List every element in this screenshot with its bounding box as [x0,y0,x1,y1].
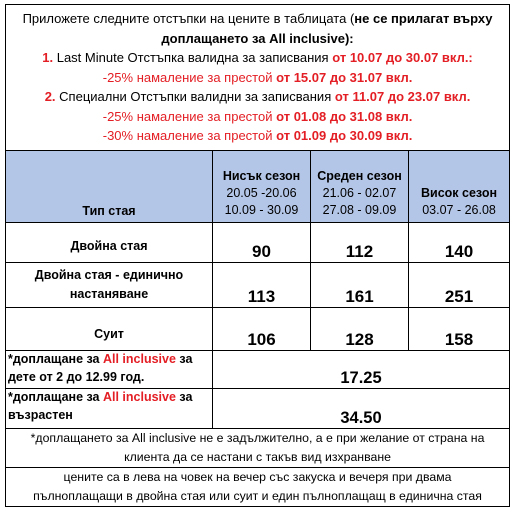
header-row [6,151,510,223]
price-cell: 113 [213,263,311,308]
intro-line-1: Приложете следните отстъпки на цените в таблицата (не се прилагат върху [22,10,493,26]
room-type-label: Двойна стая - единично настаняване [6,263,213,308]
intro-line-2: доплащането за All inclusive): [161,30,354,46]
supplement-row [6,389,510,429]
room-type-header: Тип стая [6,151,213,223]
note-row [6,429,510,468]
discount-item-1: 1. Last Minute Отстъпка валидна за записвания от 10.07 до 30.07 вкл.: [42,50,473,66]
supplement-label-child: *доплащане за All inclusive за дете от 2 до 12.99 год. [6,351,213,389]
table-row [6,263,510,308]
discount-item-2-detail-2: -30% намаление за престой от 01.09 до 30.09 вкл. [102,128,413,144]
price-cell: 161 [311,263,409,308]
intro-row [6,5,510,151]
season-header-low: Нисък сезон 20.05 -20.06 10.09 - 30.09 [213,151,311,223]
discounts-intro [6,5,510,151]
pricing-note: цените са в лева на човек на вечер със закуска и вечеря при двама пълноплащащи в двойна стая или суит и един пълноплащащ в единична стая [6,468,510,507]
price-cell: 158 [409,308,510,351]
room-type-label: Суит [6,308,213,351]
discount-item-1-detail: -25% намаление за престой от 15.07 до 31.07 вкл. [102,69,413,85]
note-row [6,468,510,507]
discount-item-2-detail-1: -25% намаление за престой от 01.08 до 31.08 вкл. [102,108,413,124]
table-row [6,223,510,263]
price-cell: 128 [311,308,409,351]
price-table [5,4,510,507]
table-row [6,308,510,351]
supplement-price-adult: 34.50 [213,389,510,429]
all-inclusive-note: *доплащането за All inclusive не е задължително, а е при желание от страна на клиента да се настани с такъв вид изхранване [6,429,510,468]
season-header-high: Висок сезон 03.07 - 26.08 [409,151,510,223]
price-cell: 106 [213,308,311,351]
price-cell: 140 [409,223,510,263]
price-cell: 90 [213,223,311,263]
room-type-label: Двойна стая [6,223,213,263]
discount-item-2: 2. Специални Отстъпки валидни за записвания от 11.07 до 23.07 вкл. [44,89,471,105]
price-cell: 112 [311,223,409,263]
season-header-mid: Среден сезон 21.06 - 02.07 27.08 - 09.09 [311,151,409,223]
price-cell: 251 [409,263,510,308]
supplement-row [6,351,510,389]
supplement-price-child: 17.25 [213,351,510,389]
supplement-label-adult: *доплащане за All inclusive за възрастен [6,389,213,429]
